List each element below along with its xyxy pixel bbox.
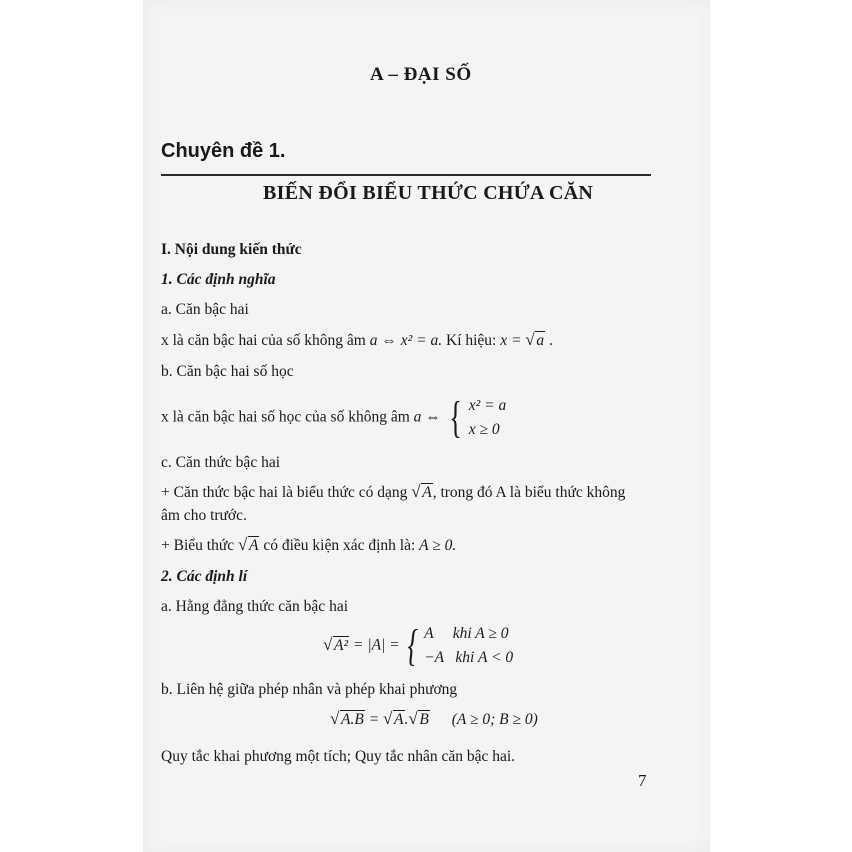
sqrt-expression: √ A [411,484,432,502]
def-b-text [161,394,506,442]
def-b-title: b. Căn bậc hai số học [161,363,294,380]
def-b-case-2: x ≥ 0 [468,421,500,438]
sqrt-expression: √ A.B [330,711,365,729]
def-c-text-1-cont: âm cho trước. [161,507,247,524]
sqrt-expression: √ a [525,332,545,350]
section-1-subheading: 1. Các định nghĩa [161,271,276,288]
def-a-formula: a ⇔ x² = a. [369,332,443,349]
part-title: A – ĐẠI SỐ [370,64,472,85]
chapter-label: Chuyên đề 1. [161,140,286,162]
rule-text: Quy tắc khai phương một tích; Quy tắc nhân căn bậc hai. [161,748,516,765]
sqrt-expression: √ A [383,711,404,729]
page-number: 7 [638,771,647,790]
sqrt-expression: √ A [238,537,259,555]
def-a-text: x là căn bậc hai của số không âm a ⇔ x² = a. Kí hiệu: x = √ a . [161,332,553,350]
def-c-text-2: + Biểu thức √ A có điều kiện xác định là: A ≥ 0. [161,537,456,555]
def-a-statement: x là căn bậc hai của số không âm [161,332,366,349]
def-b-cases: { x² = a x ≥ 0 [448,393,507,442]
theorem-a-cases: { A khi A ≥ 0 −A khi A < 0 [407,621,514,670]
chapter-title: BIẾN ĐỔI BIỂU THỨC CHỨA CĂN [263,182,594,204]
theorem-a-case-2: −A khi A < 0 [424,649,514,666]
sqrt-expression: √ B [408,711,429,729]
def-b-case-1: x² = a [468,397,507,414]
def-a-title: a. Căn bậc hai [161,301,249,318]
def-b-formula: a ⇔ [413,408,441,426]
def-b-statement: x là căn bậc hai số học của số không âm [161,408,410,426]
theorem-b-title: b. Liên hệ giữa phép nhân và phép khai phương [161,681,458,698]
chapter-divider [161,174,651,176]
def-a-notation-lhs: x = [500,332,522,349]
theorem-b-formula: √ A.B = √ A.√ B (A ≥ 0; B ≥ 0) [330,711,538,729]
theorem-a-case-1: A khi A ≥ 0 [424,625,509,642]
def-c-text-1: + Căn thức bậc hai là biểu thức có dạng √ A, trong đó A là biểu thức không [161,484,625,502]
theorem-a-formula: √ A² = |A| = { A khi A ≥ 0 −A khi A < 0 [323,622,513,670]
theorem-a-title: a. Hằng đẳng thức căn bậc hai [161,598,348,615]
section-1-heading: I. Nội dung kiến thức [161,241,302,258]
section-2-subheading: 2. Các định lí [161,568,248,585]
sqrt-expression: √ A² [323,637,349,655]
def-c-title: c. Căn thức bậc hai [161,454,281,471]
def-a-notation-label: Kí hiệu: [446,332,497,349]
